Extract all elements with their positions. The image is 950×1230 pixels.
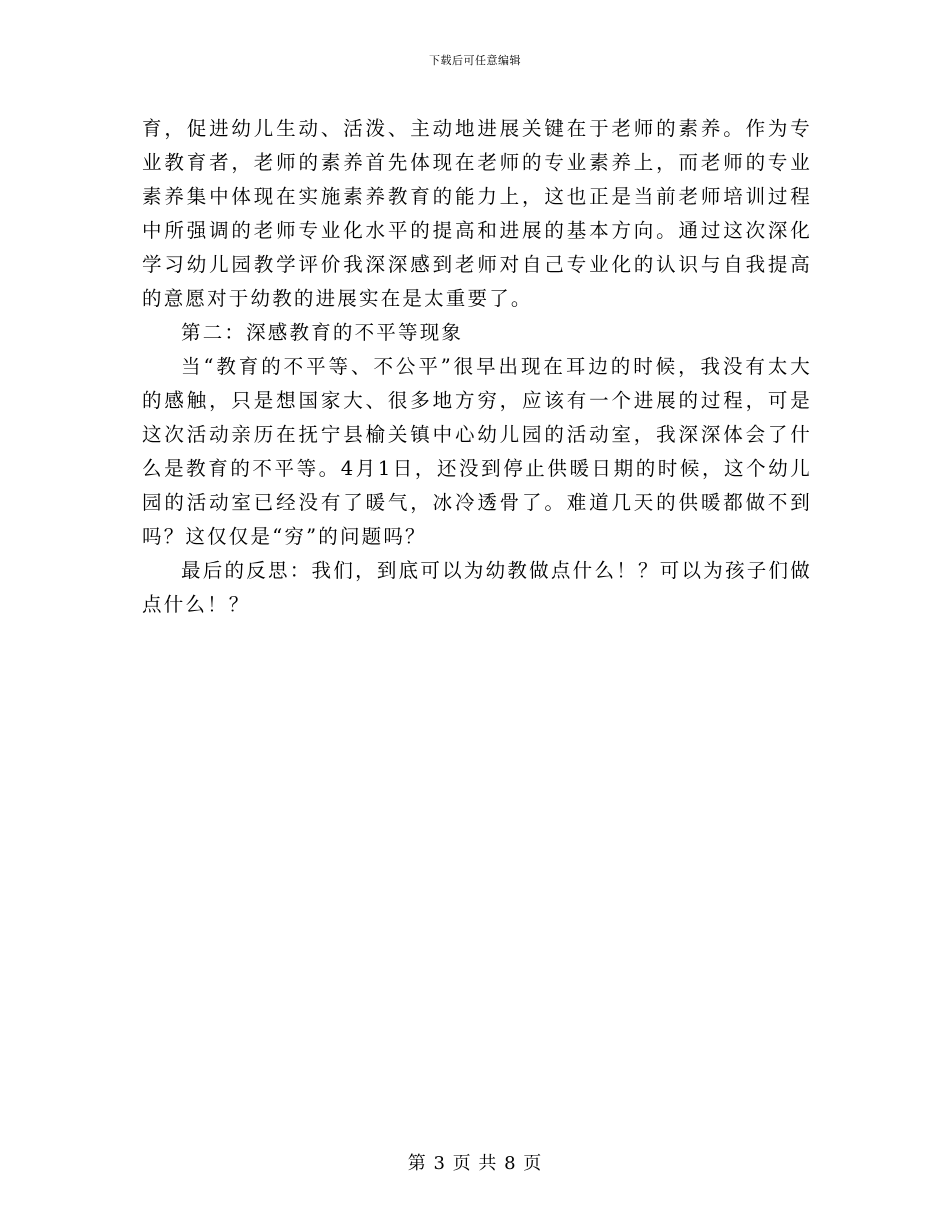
page-footer: 第 3 页 共 8 页: [407, 1153, 543, 1174]
document-body: [142, 112, 812, 622]
section-heading: 第二：深感教育的不平等现象: [181, 321, 464, 344]
paragraph-continuation: 育，促进幼儿生动、活泼、主动地进展关键在于老师的素养。作为专业教育者，老师的素养首先体现在老师的专业素养上，而老师的专业素养集中体现在实施素养教育的能力上，这也正是当前老师培训过程中所强调的老师专业化水平的提高和进展的基本方向。通过这次深化学习幼儿园教学评价我深深感到老师对自己专业化的认识与自我提高的意愿对于幼教的进展实在是太重要了。: [142, 117, 812, 310]
paragraph: 当“教育的不平等、不公平”很早出现在耳边的时候，我没有太大的感触，只是想国家大、很多地方穷，应该有一个进展的过程，可是这次活动亲历在抚宁县榆关镇中心幼儿园的活动室，我深深体会了什么是教育的不平等。4月1日，还没到停止供暖日期的时候，这个幼儿园的活动室已经没有了暖气，冰冷透骨了。难道几天的供暖都做不到吗？这仅仅是“穷”的问题吗？: [142, 355, 812, 548]
paragraph-closing: 最后的反思：我们，到底可以为幼教做点什么！？可以为孩子们做点什么！？: [142, 559, 812, 616]
page-header: 下载后可任意编辑: [429, 54, 521, 67]
